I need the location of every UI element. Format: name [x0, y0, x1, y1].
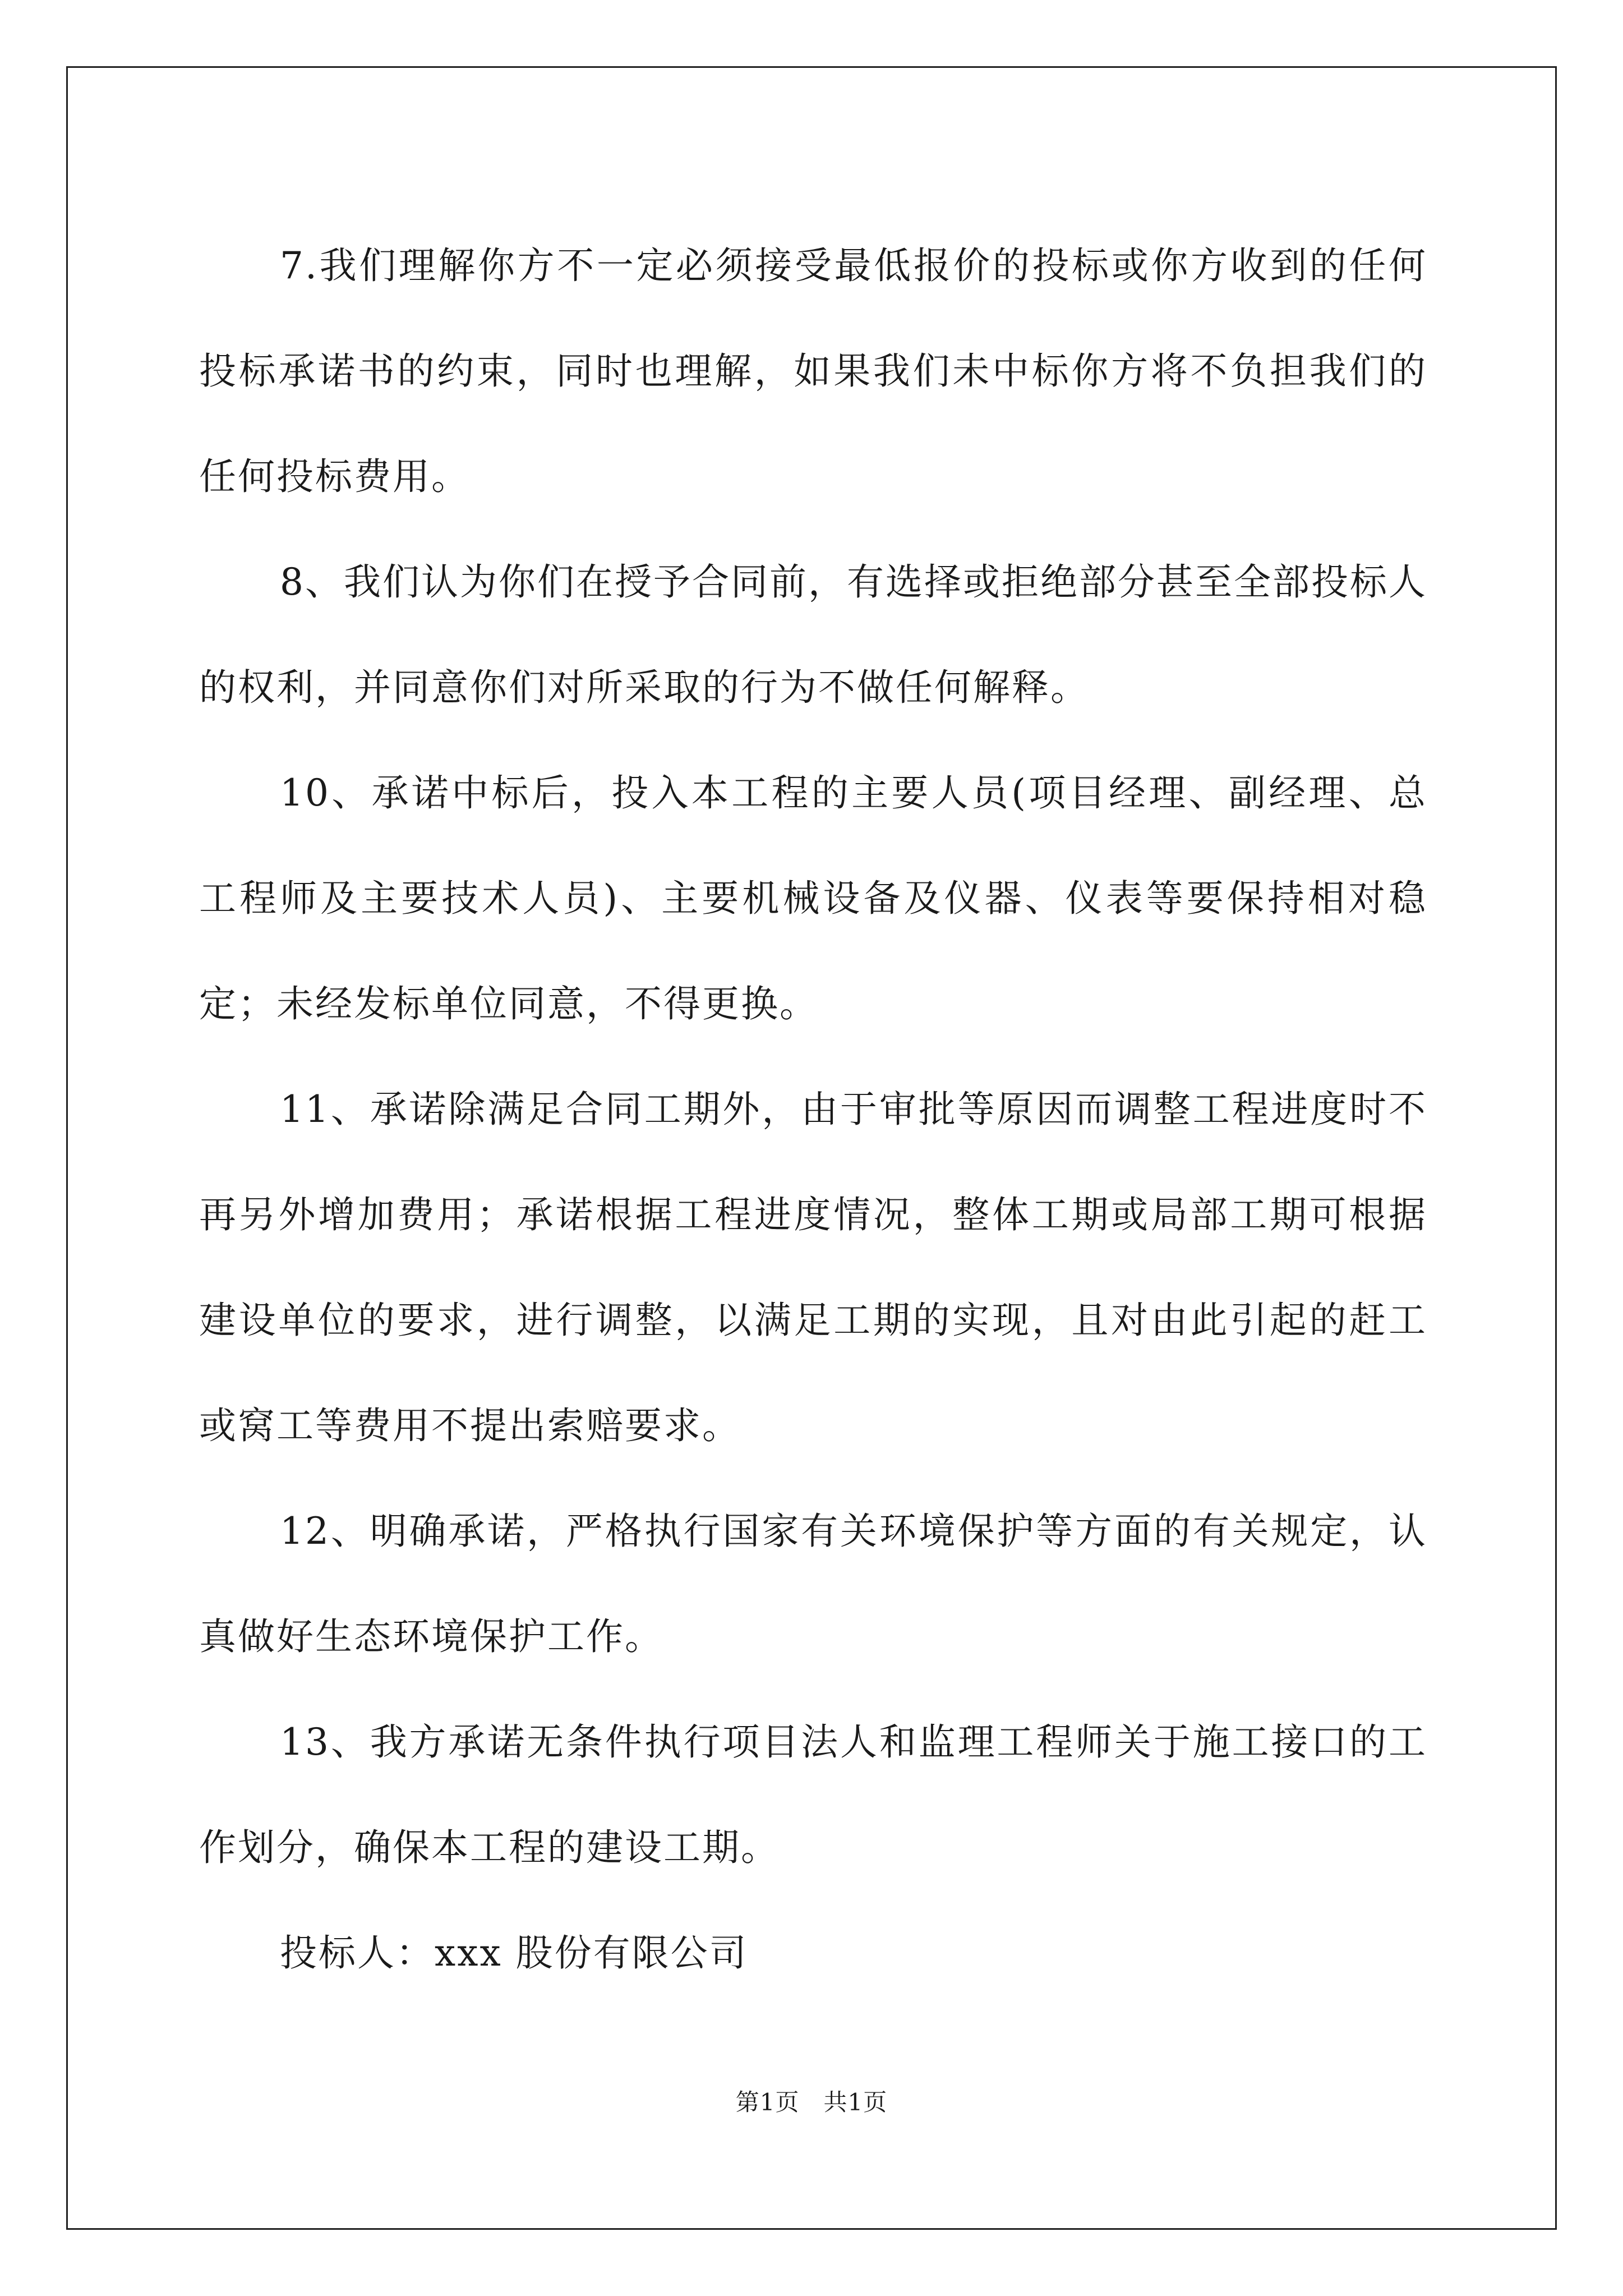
paragraph-8: 8、我们认为你们在授予合同前，有选择或拒绝部分甚至全部投标人的权利，并同意你们对所采取的行为不做任何解释。: [199, 560, 1427, 709]
paragraph-10: 10、承诺中标后，投入本工程的主要人员(项目经理、副经理、总工程师及主要技术人员)、主要机械设备及仪器、仪表等要保持相对稳定；未经发标单位同意，不得更换。: [199, 771, 1427, 1025]
page-number-footer: 第1页 共1页: [735, 2088, 888, 2116]
bidder-signature: 投标人：xxx 股份有限公司: [280, 1931, 748, 1975]
paragraph-11: 11、承诺除满足合同工期外，由于审批等原因而调整工程进度时不再另外增加费用；承诺根据工程进度情况，整体工期或局部工期可根据建设单位的要求，进行调整，以满足工期的实现，且对由此引起的赶工或窝工等费用不提出索赔要求。: [199, 1088, 1427, 1447]
paragraph-12: 12、明确承诺，严格执行国家有关环境保护等方面的有关规定，认真做好生态环境保护工作。: [199, 1510, 1427, 1658]
paragraph-13: 13、我方承诺无条件执行项目法人和监理工程师关于施工接口的工作划分，确保本工程的建设工期。: [199, 1720, 1427, 1869]
document-body: [199, 213, 1427, 2006]
paragraph-7: 7.我们理解你方不一定必须接受最低报价的投标或你方收到的任何投标承诺书的约束，同时也理解，如果我们未中标你方将不负担我们的任何投标费用。: [199, 244, 1427, 498]
